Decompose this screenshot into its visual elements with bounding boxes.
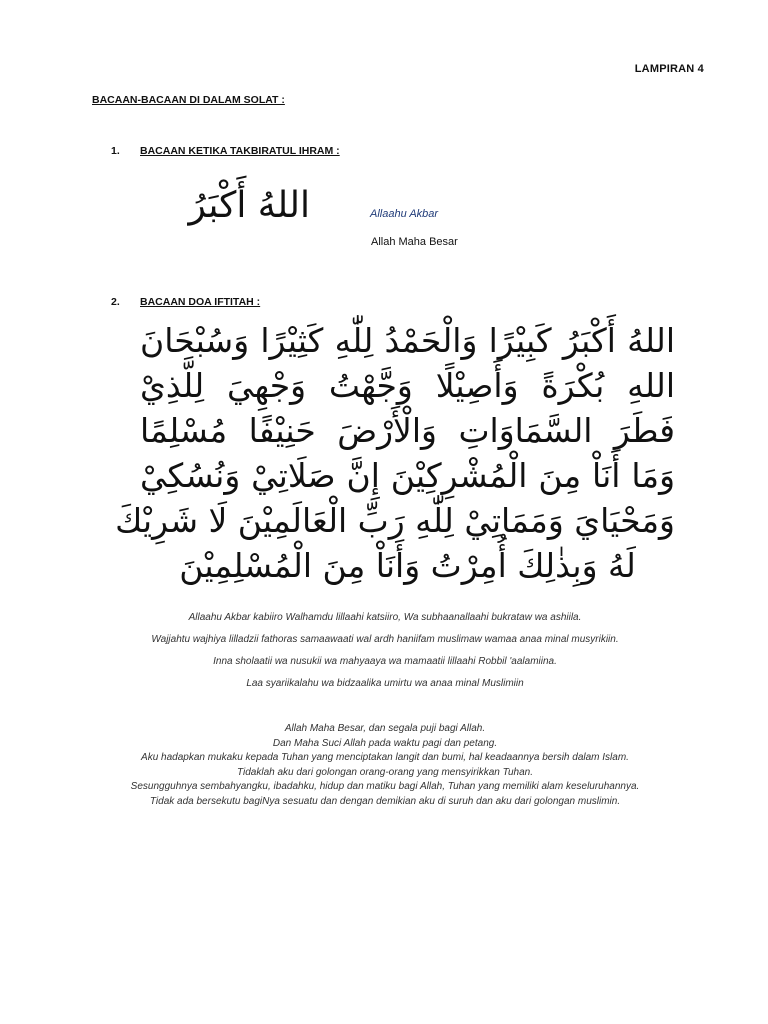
document-title: BACAAN-BACAAN DI DALAM SOLAT : xyxy=(92,94,285,106)
transliteration-line-1: Allaahu Akbar kabiiro Walhamdu lillaahi katsiiro, Wa subhaanallaahi bukrataw wa ashiila. xyxy=(188,612,582,623)
takbir-transliteration: Allaahu Akbar xyxy=(370,208,439,220)
meaning-line-5: Sesungguhnya sembahyangku, ibadahku, hidup dan matiku bagi Allah, Tuhan yang memiliki alam keseluruhannya. xyxy=(130,781,640,793)
iftitah-meaning xyxy=(60,722,710,810)
meaning-line-2: Dan Maha Suci Allah pada waktu pagi dan petang. xyxy=(272,737,498,749)
iftitah-arabic-text xyxy=(115,318,675,588)
appendix-label: LAMPIRAN 4 xyxy=(634,63,704,75)
takbir-meaning: Allah Maha Besar xyxy=(371,236,458,248)
arabic-line-3: فَطَرَ السَّمَاوَاتِ وَالْأَرْضَ حَنِيْفًا مُسْلِمًا xyxy=(140,411,675,450)
meaning-line-6: Tidak ada bersekutu bagiNya sesuatu dan dengan demikian aku di suruh dan aku dari golongan muslimin. xyxy=(149,795,621,807)
meaning-line-3: Aku hadapkan mukaku kepada Tuhan yang menciptakan langit dan bumi, hal keadaannya bersih dalam Islam. xyxy=(141,752,629,764)
arabic-line-4: وَمَا أَنَاْ مِنَ الْمُشْرِكِيْنَ إِنَّ صَلَاتِيْ وَنُسُكِيْ xyxy=(140,456,675,495)
arabic-line-1: اللهُ أَكْبَرُ كَبِيْرًا وَالْحَمْدُ لِلّٰهِ كَثِيْرًا وَسُبْحَانَ xyxy=(140,321,675,360)
arabic-line-2: اللهِ بُكْرَةً وَأَصِيْلًا وَجَّهْتُ وَجْهِيَ لِلَّذِيْ xyxy=(140,366,675,405)
arabic-line-6: لَهُ وَبِذٰلِكَ أُمِرْتُ وَأَنَاْ مِنَ الْمُسْلِمِيْنَ xyxy=(179,546,636,585)
transliteration-line-2: Wajjahtu wajhiya lilladzii fathoras samaawaati wal ardh haniifam muslimaw wamaa anaa minal musyrikiin. xyxy=(151,634,619,645)
transliteration-line-4: Laa syariikalahu wa bidzaalika umirtu wa anaa minal Muslimiin xyxy=(246,678,524,689)
meaning-line-4: Tidaklah aku dari golongan orang-orang yang mensyirikkan Tuhan. xyxy=(236,766,533,778)
section-1-number: 1. xyxy=(111,145,120,157)
meaning-line-1: Allah Maha Besar, dan segala puji bagi Allah. xyxy=(284,723,486,734)
takbir-arabic-text: اللهُ أَكْبَرُ xyxy=(188,185,310,226)
section-1-title: BACAAN KETIKA TAKBIRATUL IHRAM : xyxy=(140,145,340,157)
iftitah-transliteration xyxy=(60,611,710,699)
section-2-title: BACAAN DOA IFTITAH : xyxy=(140,296,261,308)
arabic-line-5: وَمَحْيَايَ وَمَمَاتِيْ لِلّٰهِ رَبِّ الْعَالَمِيْنَ لَا شَرِيْكَ xyxy=(115,501,675,540)
transliteration-line-3: Inna sholaatii wa nusukii wa mahyaaya wa mamaatii lillaahi Robbil 'aalamiina. xyxy=(213,656,557,667)
section-2-number: 2. xyxy=(111,296,120,308)
